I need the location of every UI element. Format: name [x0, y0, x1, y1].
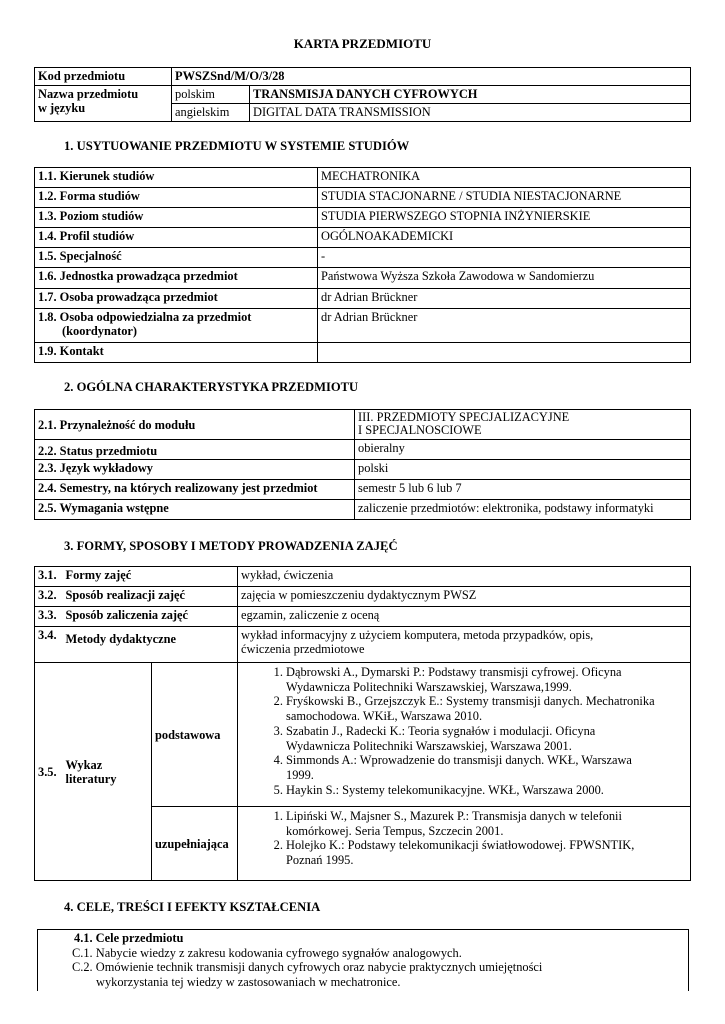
literature-basic-label: podstawowa: [152, 663, 238, 807]
table-row-label: 1.2. Forma studiów: [35, 188, 318, 208]
section-4-heading: 4. CELE, TREŚCI I EFEKTY KSZTAŁCENIA: [64, 900, 321, 914]
goal-item-continuation: wykorzystania tej wiedzy w zastosowaniach w mechatronice.: [96, 974, 401, 989]
course-name-polish: TRANSMISJA DANYCH CYFROWYCH: [250, 86, 691, 104]
table-row-value: dr Adrian Brückner: [318, 309, 691, 343]
table-row-label: Formy zajęć: [63, 567, 238, 587]
list-item: 5. Haykin S.: Systemy telekomunikacyjne. WKŁ, Warszawa 2000.: [286, 783, 687, 798]
row-number: 3.1.: [35, 567, 63, 587]
table-row-label: 2.3. Język wykładowy: [35, 460, 355, 480]
table-row-value: zaliczenie przedmiotów: elektronika, podstawy informatyki: [355, 500, 691, 520]
table-row-value: STUDIA PIERWSZEGO STOPNIA INŻYNIERSKIE: [318, 208, 691, 228]
list-item: 1. Dąbrowski A., Dymarski P.: Podstawy transmisji cyfrowej. Oficyna Wydawnicza Politechniki Warszawskiej, Warszawa,1999.: [286, 665, 687, 694]
row-number: 3.4.: [35, 627, 63, 663]
course-name-label: Nazwa przedmiotu w języku: [35, 86, 172, 122]
literature-basic-list: [238, 663, 691, 807]
list-item: 2. Fryśkowski B., Grzejszczyk E.: Systemy transmisji danych. Mechatronika samochodowa. WKiŁ, Warszawa 2010.: [286, 694, 687, 723]
table-row-value: dr Adrian Brückner: [318, 289, 691, 309]
contact-value: [318, 343, 691, 363]
language-english: angielskim: [172, 104, 250, 122]
list-item: 3. Szabatin J., Radecki K.: Teoria sygnałów i modulacji. Oficyna Wydawnicza Politechniki Warszawskiej, Warszawa 2001.: [286, 724, 687, 753]
table-row-value: OGÓLNOAKADEMICKI: [318, 228, 691, 248]
table-row-value: STUDIA STACJONARNE / STUDIA NIESTACJONARNE: [318, 188, 691, 208]
section-3-table: [34, 566, 691, 881]
table-row-label: 2.2. Status przedmiotu: [35, 440, 355, 460]
section-2-table: [34, 409, 691, 520]
table-row-label: 1.6. Jednostka prowadząca przedmiot: [35, 268, 318, 289]
goals-box: [37, 929, 689, 991]
table-row-label: 1.8. Osoba odpowiedzialna za przedmiot (koordynator): [35, 309, 318, 343]
section-2-heading: 2. OGÓLNA CHARAKTERYSTYKA PRZEDMIOTU: [64, 380, 359, 394]
course-code-label: Kod przedmiotu: [35, 68, 172, 86]
table-row-value: wykład, ćwiczenia: [238, 567, 691, 587]
table-row-value: III. PRZEDMIOTY SPECJALIZACYJNE I SPECJALNOSCIOWE: [355, 410, 691, 440]
table-row-value: -: [318, 248, 691, 268]
table-row-label: 1.1. Kierunek studiów: [35, 168, 318, 188]
table-row-value: zajęcia w pomieszczeniu dydaktycznym PWSZ: [238, 587, 691, 607]
table-row-label: 1.4. Profil studiów: [35, 228, 318, 248]
page-title: KARTA PRZEDMIOTU: [293, 36, 432, 51]
table-row-value: obieralny: [355, 440, 691, 460]
literature-supplementary-label: uzupełniająca: [152, 807, 238, 881]
section-1-table: [34, 167, 691, 363]
literature-number: 3.5.: [35, 663, 63, 881]
literature-label: Wykaz literatury: [63, 663, 152, 881]
table-row-label: 2.5. Wymagania wstępne: [35, 500, 355, 520]
section-3-heading: 3. FORMY, SPOSOBY I METODY PROWADZENIA ZAJĘĆ: [64, 539, 398, 553]
table-row-label: Sposób zaliczenia zajęć: [63, 607, 238, 627]
list-item: 4. Simmonds A.: Wprowadzenie do transmisji danych. WKŁ, Warszawa 1999.: [286, 753, 687, 782]
course-code-value: PWSZSnd/M/O/3/28: [172, 68, 691, 86]
list-item: 2. Holejko K.: Podstawy telekomunikacji światłowodowej. FPWSNTIK, Poznań 1995.: [286, 838, 687, 867]
language-polish: polskim: [172, 86, 250, 104]
table-row-value: egzamin, zaliczenie z oceną: [238, 607, 691, 627]
table-row-value: polski: [355, 460, 691, 480]
section-1-heading: 1. USYTUOWANIE PRZEDMIOTU W SYSTEMIE STUDIÓW: [64, 139, 410, 153]
list-item: 1. Lipiński W., Majsner S., Mazurek P.: Transmisja danych w telefonii komórkowej. Seria Tempus, Szczecin 2001.: [286, 809, 687, 838]
goal-item: C.1. Nabycie wiedzy z zakresu kodowania cyfrowego sygnałów analogowych.: [72, 945, 462, 960]
table-row-label: Sposób realizacji zajęć: [63, 587, 238, 607]
table-row-label: 1.3. Poziom studiów: [35, 208, 318, 228]
table-row-value: MECHATRONIKA: [318, 168, 691, 188]
row-number: 3.2.: [35, 587, 63, 607]
course-name-english: DIGITAL DATA TRANSMISSION: [250, 104, 691, 122]
table-row-label: 1.9. Kontakt: [35, 343, 318, 363]
table-row-value: Państwowa Wyższa Szkoła Zawodowa w Sandomierzu: [318, 268, 691, 289]
table-row-label: 1.5. Specjalność: [35, 248, 318, 268]
table-row-label: Metody dydaktyczne: [63, 627, 238, 663]
table-row-label: 2.1. Przynależność do modułu: [35, 410, 355, 440]
table-row-value: wykład informacyjny z użyciem komputera, metoda przypadków, opis, ćwiczenia przedmiotowe: [238, 627, 691, 663]
row-number: 3.3.: [35, 607, 63, 627]
goals-heading: 4.1. Cele przedmiotu: [74, 931, 184, 945]
literature-supplementary-list: [238, 807, 691, 881]
goal-item: C.2. Omówienie technik transmisji danych cyfrowych oraz nabycie praktycznych umiejętności: [72, 960, 543, 974]
table-row-value: semestr 5 lub 6 lub 7: [355, 480, 691, 500]
table-row-label: 2.4. Semestry, na których realizowany jest przedmiot: [35, 480, 355, 500]
table-row-label: 1.7. Osoba prowadząca przedmiot: [35, 289, 318, 309]
course-header-table: [34, 67, 691, 122]
